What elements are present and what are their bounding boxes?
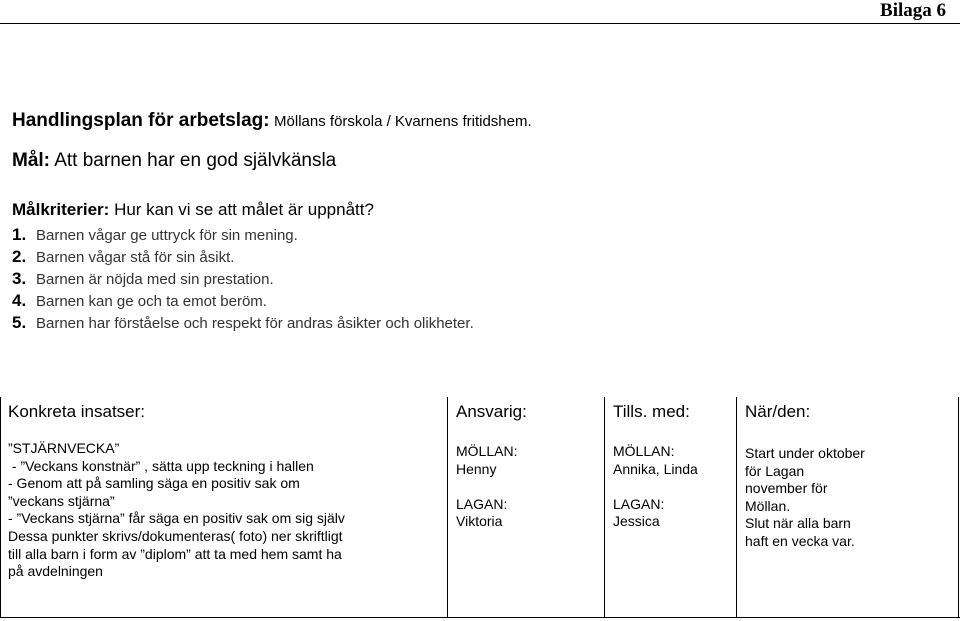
table-line: Möllan. <box>745 497 791 514</box>
list-item <box>12 290 474 312</box>
mollan-value: Annika, Linda <box>613 460 698 477</box>
nar-den-cell <box>745 445 865 551</box>
column-header-tills-med: Tills. med: <box>613 402 690 421</box>
column-header-insatser: Konkreta insatser: <box>8 402 146 421</box>
table-line: för Lagan <box>745 462 805 479</box>
plan-label: Handlingsplan för arbetslag: <box>12 110 270 131</box>
column-header-ansvarig: Ansvarig: <box>456 402 527 421</box>
table-line: på avdelningen <box>8 563 103 580</box>
lagan-label: LAGAN: <box>456 495 508 512</box>
table-line: ”veckans stjärna” <box>8 492 115 509</box>
lagan-value: Jessica <box>613 513 660 530</box>
mollan-value: Henny <box>456 460 497 477</box>
criteria-text: Barnen kan ge och ta emot beröm. <box>36 293 267 310</box>
criteria-list <box>12 224 474 334</box>
criteria-text: Barnen har förståelse och respekt för andras åsikter och olikheter. <box>36 315 474 332</box>
plan-heading <box>12 110 532 132</box>
mollan-label: MÖLLAN: <box>613 443 675 459</box>
goal-label: Mål: <box>12 150 50 171</box>
criteria-number: 1. <box>12 225 27 244</box>
table-line: till alla barn i form av ”diplom” att ta med hem samt ha <box>8 545 342 562</box>
column-divider <box>604 397 605 618</box>
goal-value: Att barnen har en god självkänsla <box>54 150 337 171</box>
plan-value: Möllans förskola / Kvarnens fritidshem. <box>274 113 532 130</box>
list-item <box>12 268 474 290</box>
criteria-text: Barnen vågar ge uttryck för sin mening. <box>36 227 298 244</box>
table-line: Start under oktober <box>745 445 865 461</box>
table-line: Slut när alla barn <box>745 515 851 532</box>
list-item <box>12 312 474 334</box>
criteria-label: Målkriterier: <box>12 200 110 219</box>
table-line: - ”Veckans stjärna” får säga en positiv sak om sig själv <box>8 510 345 527</box>
table-line: - Genom att på samling säga en positiv sak om <box>8 475 300 492</box>
criteria-text: Barnen vågar stå för sin åsikt. <box>36 249 235 266</box>
table-line: haft en vecka var. <box>745 532 855 549</box>
header-divider <box>0 23 960 24</box>
criteria-number: 4. <box>12 291 27 310</box>
list-item <box>12 246 474 268</box>
goal-heading <box>12 150 336 172</box>
criteria-question: Hur kan vi se att målet är uppnått? <box>114 200 374 219</box>
mollan-label: MÖLLAN: <box>456 443 518 459</box>
criteria-number: 2. <box>12 247 27 266</box>
lagan-label: LAGAN: <box>613 495 665 512</box>
action-table <box>0 397 960 618</box>
column-header-nar-den: När/den: <box>745 402 811 421</box>
lagan-value: Viktoria <box>456 513 503 530</box>
table-border-left <box>0 397 1 618</box>
table-line: november för <box>745 480 828 497</box>
table-line: Dessa punkter skrivs/dokumenteras( foto) ner skriftligt <box>8 527 343 544</box>
criteria-number: 3. <box>12 269 27 288</box>
table-line: ”STJÄRNVECKA” <box>8 440 120 456</box>
ansvarig-cell <box>456 443 517 531</box>
criteria-heading <box>12 200 374 220</box>
column-divider <box>447 397 448 618</box>
column-divider <box>736 397 737 618</box>
tills-med-cell <box>613 443 698 531</box>
insatser-cell <box>8 440 345 581</box>
table-border-right <box>958 397 959 618</box>
criteria-number: 5. <box>12 313 27 332</box>
appendix-label: Bilaga 6 <box>880 0 946 21</box>
table-line: - ”Veckans konstnär” , sätta upp teckning i hallen <box>8 457 314 474</box>
criteria-text: Barnen är nöjda med sin prestation. <box>36 271 274 288</box>
list-item <box>12 224 474 246</box>
table-border-bottom <box>0 617 960 618</box>
